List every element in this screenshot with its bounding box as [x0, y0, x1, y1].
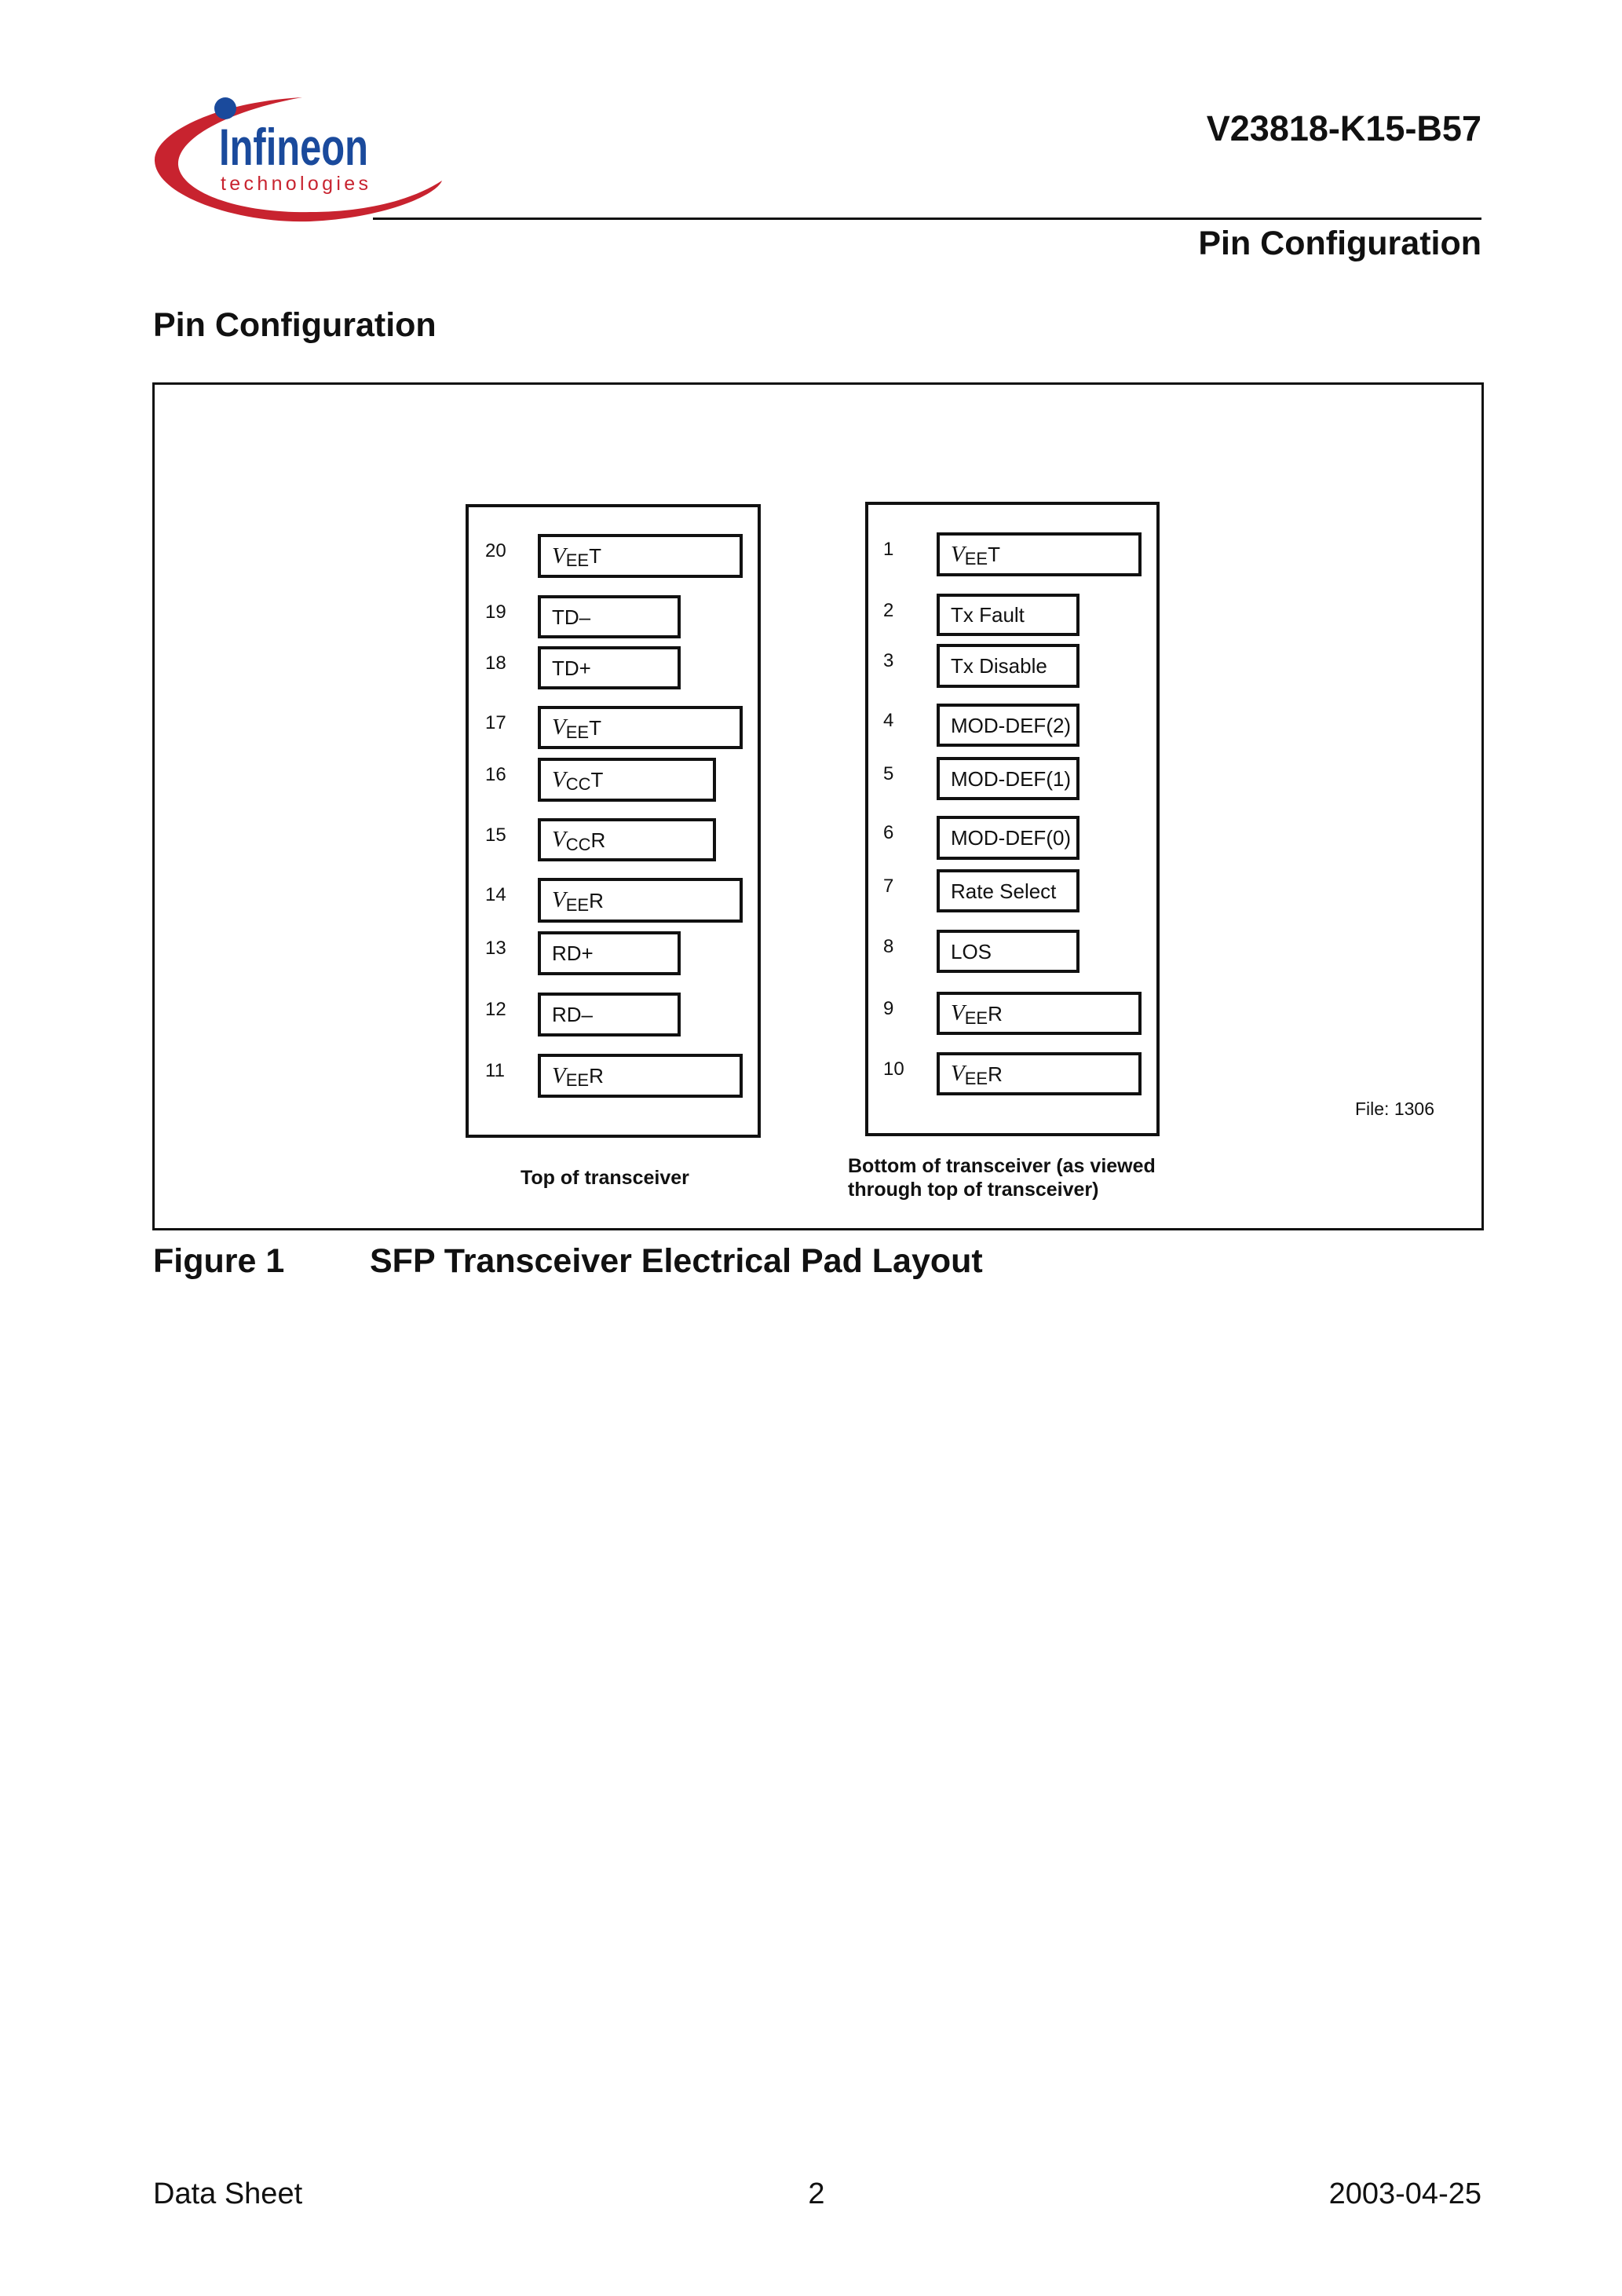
footer-date: 2003-04-25 [1328, 2177, 1481, 2210]
pin-label: LOS [951, 939, 992, 963]
figure-title: SFP Transceiver Electrical Pad Layout [370, 1242, 983, 1280]
header-section-title: Pin Configuration [1198, 225, 1481, 262]
pin-pad [538, 993, 681, 1036]
pin-label: Tx Fault [951, 603, 1025, 627]
bottom-caption-line2: through top of transceiver) [848, 1179, 1099, 1201]
pin-pad [538, 595, 681, 638]
pin-pad [937, 594, 1080, 636]
figure-number: Figure 1 [153, 1242, 285, 1280]
infineon-logo [145, 86, 475, 228]
pin-pad [937, 992, 1142, 1035]
pin-label: MOD-DEF(1) [951, 766, 1072, 791]
pin-label: R [589, 888, 604, 912]
pin-label: RD+ [552, 941, 594, 965]
pin-pad [538, 646, 681, 689]
bottom-caption [848, 1154, 1156, 1201]
pin-label: TD– [552, 605, 591, 629]
pin-pad [937, 1052, 1142, 1095]
pin-pad [937, 816, 1080, 860]
pin-number: 10 [883, 1058, 904, 1080]
pin-label-symbol: V [552, 543, 566, 569]
pin-label-symbol: V [552, 766, 566, 792]
pin-label: MOD-DEF(0) [951, 826, 1072, 850]
pin-label-subscript: EE [964, 1068, 988, 1088]
pin-number: 14 [485, 884, 506, 905]
pin-pad [937, 869, 1080, 912]
pin-number: 2 [883, 600, 894, 621]
pin-label-symbol: V [552, 887, 566, 912]
pin-number: 7 [883, 876, 894, 897]
pin-number: 12 [485, 999, 506, 1020]
pin-number: 3 [883, 650, 894, 671]
footer-doc-type: Data Sheet [153, 2177, 303, 2210]
pin-label-subscript: EE [565, 1070, 590, 1090]
pin-label: RD– [552, 1003, 594, 1026]
pin-label-symbol: V [951, 1000, 965, 1026]
pin-pad [937, 930, 1080, 973]
pin-label: T [589, 715, 601, 740]
pin-label: R [590, 828, 606, 852]
pin-label: TD+ [552, 656, 591, 680]
pin-pad [538, 931, 681, 975]
pin-label-symbol: V [552, 715, 566, 740]
bottom-caption-line1: Bottom of transceiver (as viewed [848, 1155, 1156, 1177]
pin-label-symbol: V [951, 1061, 965, 1086]
footer-page-number: 2 [808, 2177, 825, 2210]
pin-pad [538, 878, 743, 923]
pin-label-subscript: CC [565, 774, 591, 794]
document-code: V23818-K15-B57 [1206, 108, 1481, 148]
header-rule [373, 218, 1481, 220]
pin-number: 13 [485, 938, 506, 959]
pin-number: 17 [485, 712, 506, 733]
pin-number: 20 [485, 540, 506, 561]
pin-label-subscript: EE [565, 550, 590, 570]
pin-label: MOD-DEF(2) [951, 713, 1072, 737]
pin-label-subscript: EE [964, 549, 988, 569]
pin-label-subscript: EE [565, 722, 590, 742]
pin-number: 6 [883, 822, 894, 843]
svg-text:technologies: technologies [221, 173, 368, 195]
pin-pad [937, 757, 1080, 800]
pin-number: 19 [485, 601, 506, 623]
pin-label-symbol: V [951, 541, 965, 567]
pin-number: 16 [485, 764, 506, 785]
pin-label-symbol: V [552, 827, 566, 852]
pin-number: 5 [883, 763, 894, 784]
figure-frame [152, 382, 1484, 1230]
pin-label: R [988, 1062, 1003, 1086]
pin-number: 18 [485, 653, 506, 674]
pin-pad [937, 704, 1080, 747]
pin-pad [937, 532, 1142, 576]
pin-label-subscript: EE [565, 894, 590, 915]
pin-number: 8 [883, 936, 894, 957]
top-caption: Top of transceiver [521, 1167, 689, 1189]
pin-label-subscript: CC [565, 834, 591, 854]
pin-pad [538, 758, 716, 802]
pin-label: R [589, 1064, 604, 1088]
pin-label-symbol: V [552, 1062, 566, 1088]
svg-text:Infineon: Infineon [219, 118, 368, 176]
pin-number: 15 [485, 824, 506, 846]
section-heading: Pin Configuration [153, 306, 437, 344]
pin-label: T [988, 543, 1000, 566]
pin-number: 4 [883, 710, 894, 731]
pin-label: Tx Disable [951, 654, 1047, 678]
pin-pad [538, 706, 743, 749]
pin-label: T [589, 544, 601, 568]
pin-label-subscript: EE [964, 1007, 988, 1028]
file-note: File: 1306 [1355, 1099, 1435, 1119]
pin-pad [538, 1054, 743, 1098]
pin-label: R [988, 1001, 1003, 1026]
pin-pad [937, 644, 1080, 688]
pin-number: 9 [883, 998, 894, 1019]
pin-number: 1 [883, 539, 894, 560]
pin-pad [538, 818, 716, 861]
pin-label: Rate Select [951, 879, 1057, 903]
pin-number: 11 [485, 1060, 505, 1081]
pin-label: T [590, 768, 604, 792]
pin-pad [538, 534, 743, 578]
